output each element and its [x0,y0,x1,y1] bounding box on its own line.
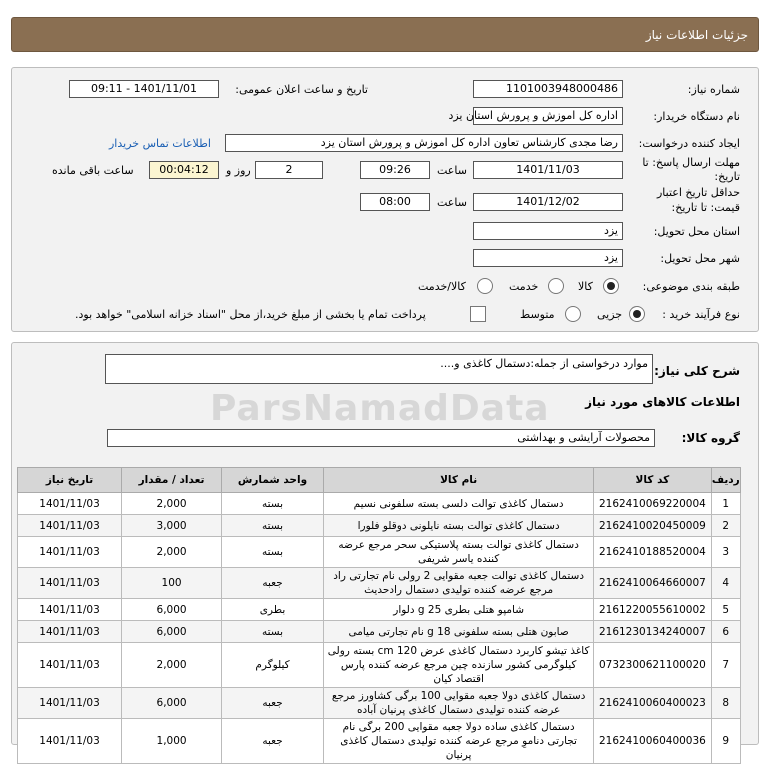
process-label: نوع فرآیند خرید : [662,308,740,321]
item-date: 1401/11/03 [18,568,122,599]
item-date: 1401/11/03 [18,493,122,515]
table-row [18,537,741,568]
category-label: طبقه بندی موضوعی: [642,280,740,293]
item-name: دستمال کاغذی دولا جعبه مقوایی 100 برگی کشاورز مرجع عرضه کننده تولیدی دستمال کاغذی پرنیان آباده [324,688,594,719]
group-label: گروه کالا: [681,431,740,445]
row-number: 6 [711,621,740,643]
item-quantity: 2,000 [122,537,222,568]
item-date: 1401/11/03 [18,515,122,537]
creator-label: ایجاد کننده درخواست: [638,137,740,150]
city-field: یزد [473,249,623,267]
need-number-label: شماره نیاز: [687,83,740,96]
item-unit: بسته [222,621,324,643]
treasury-payment-note: پرداخت تمام یا بخشی از مبلغ خرید،از محل "اسناد خزانه اسلامی" خواهد بود. [75,308,426,321]
description-field: موارد درخواستی از جمله:دستمال کاغذی و.... [105,354,653,384]
item-date: 1401/11/03 [18,599,122,621]
category-radio-goods[interactable] [603,278,619,294]
announce-field: 1401/11/01 - 09:11 [69,80,219,98]
row-number: 4 [711,568,740,599]
col-unit: واحد شمارش [222,468,324,493]
city-label: شهر محل تحویل: [660,252,740,265]
row-number: 7 [711,643,740,688]
item-name: دستمال کاغذی توالت بسته پلاستیکی سحر مرجع عرضه کننده یاسر شریفی [324,537,594,568]
item-unit: بطری [222,599,324,621]
item-code: 2162410060400023 [594,688,711,719]
category-option-goods: کالا [578,280,593,293]
item-code: 2162410060400036 [594,719,711,764]
row-number: 9 [711,719,740,764]
process-option-minor: جزیی [597,308,623,321]
announce-label: تاریخ و ساعت اعلان عمومی: [235,83,368,96]
buyer-label: نام دستگاه خریدار: [653,110,740,123]
item-date: 1401/11/03 [18,643,122,688]
item-code: 2162410069220004 [594,493,711,515]
creator-field: رضا مجدی کارشناس تعاون اداره کل اموزش و پرورش استان یزد [225,134,623,152]
watermark-logo: ParsNamadData [210,388,550,429]
page-header-bar [11,17,759,52]
col-qty: تعداد / مقدار [122,468,222,493]
deadline-date-field: 1401/11/03 [473,161,623,179]
item-quantity: 100 [122,568,222,599]
item-unit: بسته [222,493,324,515]
category-option-service: خدمت [509,280,539,293]
item-name: کاغذ تیشو کاربرد دستمال کاغذی عرض 120 cm بسته رولی کیلوگرمی کشور سازنده چین مرجع عرضه کننده پارس اقتصاد کیان [324,643,594,688]
item-date: 1401/11/03 [18,621,122,643]
treasury-payment-checkbox[interactable] [470,306,486,322]
item-code: 2161220055610002 [594,599,711,621]
item-unit: بسته [222,515,324,537]
remaining-time-field: 00:04:12 [149,161,219,179]
validity-date-field: 1401/12/02 [473,193,623,211]
row-number: 5 [711,599,740,621]
item-name: صابون هتلی بسته سلفونی 18 g نام تجارتی میامی [324,621,594,643]
item-code: 2162410064660007 [594,568,711,599]
table-row [18,643,741,688]
process-option-medium: متوسط [520,308,555,321]
process-radio-medium[interactable] [565,306,581,322]
category-radio-service[interactable] [548,278,564,294]
item-name: دستمال کاغذی ساده دولا جعبه مقوایی 200 برگی نام تجارتی دناموِ مرجع عرضه کننده تولیدی دستمال کاغذی پرنیان [324,719,594,764]
need-number-field: 1101003948000486 [473,80,623,98]
col-date: تاریخ نیاز [18,468,122,493]
item-date: 1401/11/03 [18,537,122,568]
category-radio-goods-service[interactable] [477,278,493,294]
row-number: 2 [711,515,740,537]
item-name: شامپو هتلی بطری 25 g دلوار [324,599,594,621]
item-code: 2162410188520004 [594,537,711,568]
item-date: 1401/11/03 [18,719,122,764]
table-row [18,688,741,719]
row-number: 1 [711,493,740,515]
goods-table [17,467,741,764]
item-unit: کیلوگرم [222,643,324,688]
days-field: 2 [255,161,323,179]
item-date: 1401/11/03 [18,688,122,719]
validity-time-field: 08:00 [360,193,430,211]
buyer-field: اداره کل اموزش و پرورش استان یزد [473,107,623,125]
item-quantity: 6,000 [122,621,222,643]
table-row [18,515,741,537]
item-name: دستمال کاغذی توالت بسته نایلونی دوقلو فلورا [324,515,594,537]
row-number: 3 [711,537,740,568]
goods-info-title: اطلاعات کالاهای مورد نیاز [585,395,740,409]
col-name: نام کالا [324,468,594,493]
need-info-panel [11,67,759,332]
col-code: کد کالا [594,468,711,493]
days-label: روز و [226,164,251,177]
item-unit: بسته [222,537,324,568]
item-code: 2161230134240007 [594,621,711,643]
remaining-label: ساعت باقی مانده [52,164,134,177]
col-row: ردیف [711,468,740,493]
item-name: دستمال کاغذی توالت جعبه مقوایی 2 رولی نام تجارتی راد مرجع عرضه کننده تولیدی دستمال رادحدیث [324,568,594,599]
deadline-time-label: ساعت [437,164,467,177]
item-quantity: 2,000 [122,643,222,688]
validity-time-label: ساعت [437,196,467,209]
item-code: 2162410020450009 [594,515,711,537]
validity-label-2: قیمت: تا تاریخ: [671,201,740,214]
item-unit: جعبه [222,688,324,719]
table-row [18,599,741,621]
item-quantity: 6,000 [122,688,222,719]
item-unit: جعبه [222,568,324,599]
category-option-goods-service: کالا/خدمت [418,280,466,293]
goods-table-header [18,468,741,493]
buyer-contact-link[interactable]: اطلاعات تماس خریدار [109,137,211,150]
page-title: جزئیات اطلاعات نیاز [645,28,748,42]
item-unit: جعبه [222,719,324,764]
item-name: دستمال کاغذی توالت دلسی بسته سلفونی نسیم [324,493,594,515]
item-quantity: 1,000 [122,719,222,764]
item-quantity: 3,000 [122,515,222,537]
item-code: 0732300621100020 [594,643,711,688]
deadline-label: مهلت ارسال پاسخ: تا تاریخ: [642,156,740,183]
process-radio-minor[interactable] [629,306,645,322]
table-row [18,568,741,599]
description-label: شرح کلی نیاز: [654,364,740,378]
table-row [18,621,741,643]
province-label: استان محل تحویل: [653,225,740,238]
deadline-time-field: 09:26 [360,161,430,179]
table-row [18,719,741,764]
row-number: 8 [711,688,740,719]
item-quantity: 2,000 [122,493,222,515]
table-row [18,493,741,515]
item-quantity: 6,000 [122,599,222,621]
validity-label-1: حداقل تاریخ اعتبار [656,186,740,199]
province-field: یزد [473,222,623,240]
group-field: محصولات آرایشی و بهداشتی [107,429,655,447]
